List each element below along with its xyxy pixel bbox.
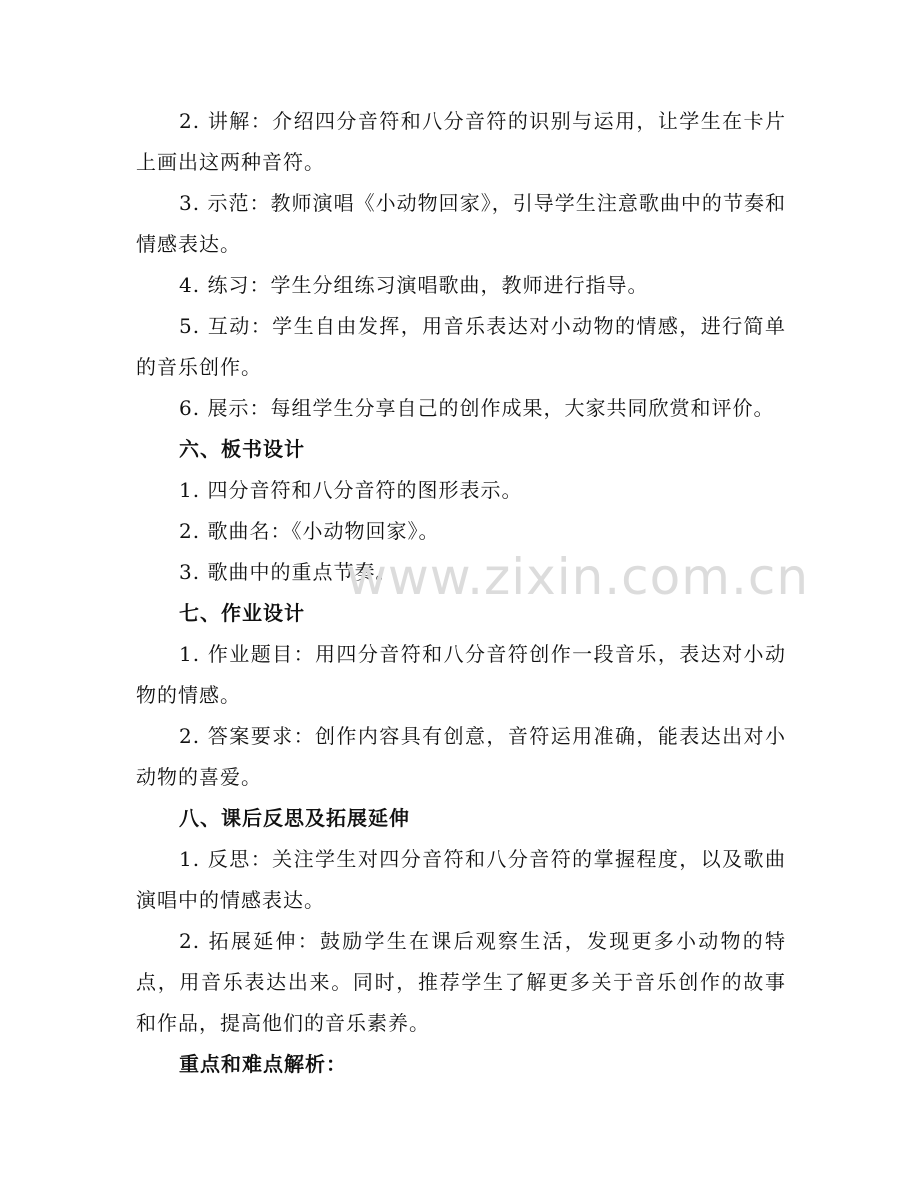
paragraph-board-1: 1. 四分音符和八分音符的图形表示。	[179, 478, 523, 502]
paragraph-step-6: 6. 展示：每组学生分享自己的创作成果，大家共同欣赏和评价。	[179, 396, 775, 420]
paragraph-step-3: 3. 示范：教师演唱《小动物回家》，引导学生注意歌曲中的节奏和情感表达。	[136, 191, 786, 256]
document-body	[136, 101, 786, 1085]
section-heading-board-design: 六、板书设计	[179, 437, 305, 461]
paragraph-step-2: 2. 讲解：介绍四分音符和八分音符的识别与运用，让学生在卡片上画出这两种音符。	[136, 109, 786, 174]
watermark-text: www.zixin.com.cn	[346, 548, 810, 606]
paragraph-step-5: 5. 互动：学生自由发挥，用音乐表达对小动物的情感，进行简单的音乐创作。	[136, 314, 786, 379]
paragraph-reflection-1: 1. 反思：关注学生对四分音符和八分音符的掌握程度，以及歌曲演唱中的情感表达。	[136, 847, 786, 912]
paragraph-board-3: 3. 歌曲中的重点节奏。	[179, 560, 397, 584]
section-heading-reflection: 八、课后反思及拓展延伸	[179, 806, 410, 830]
paragraph-homework-2: 2. 答案要求：创作内容具有创意，音符运用准确，能表达出对小动物的喜爱。	[136, 724, 786, 789]
section-heading-homework: 七、作业设计	[179, 601, 305, 625]
section-heading-key-points: 重点和难点解析：	[179, 1052, 347, 1076]
paragraph-step-4: 4. 练习：学生分组练习演唱歌曲，教师进行指导。	[179, 273, 649, 297]
paragraph-reflection-2: 2. 拓展延伸：鼓励学生在课后观察生活，发现更多小动物的特点，用音乐表达出来。同时，推荐学生了解更多关于音乐创作的故事和作品，提高他们的音乐素养。	[136, 929, 786, 1035]
paragraph-board-2: 2. 歌曲名：《小动物回家》。	[179, 519, 440, 543]
paragraph-homework-1: 1. 作业题目：用四分音符和八分音符创作一段音乐，表达对小动物的情感。	[136, 642, 786, 707]
